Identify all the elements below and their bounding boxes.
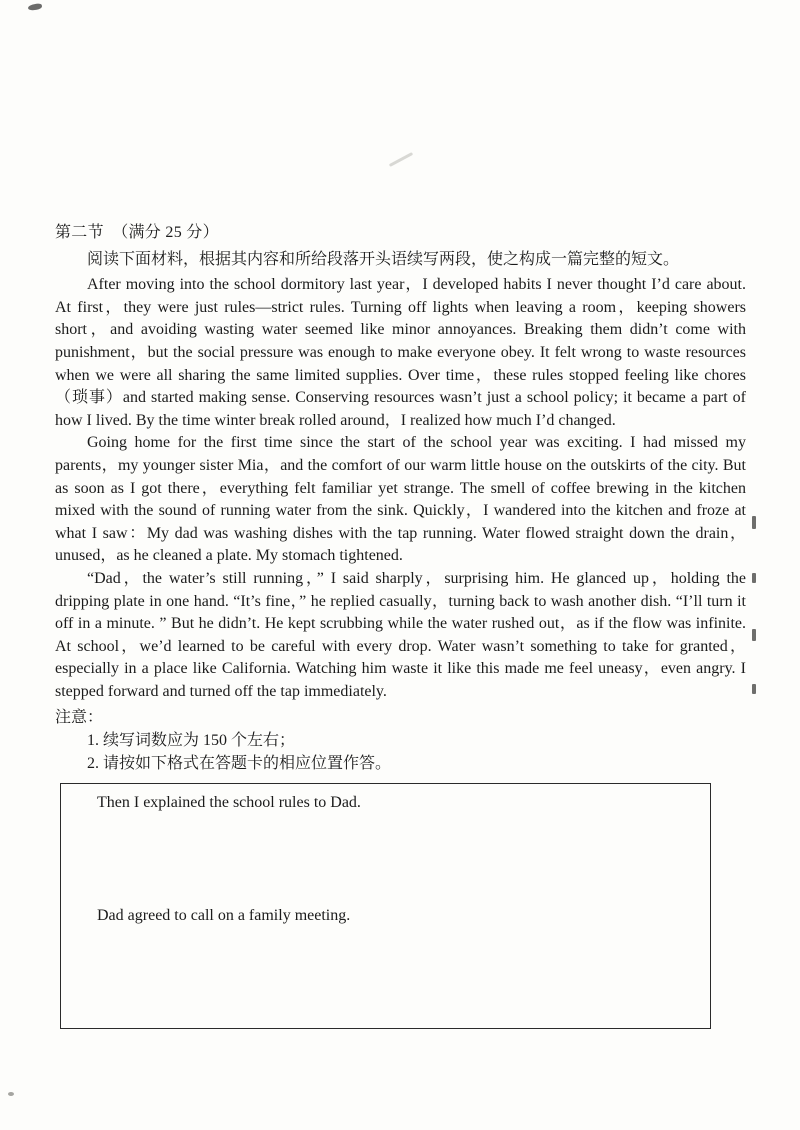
scan-artifact [389, 152, 413, 167]
passage-paragraph-1: After moving into the school dormitory last year，I developed habits I never thought I’d care about. At first，they were just rules—strict rules. Turning off lights when leaving a room，keeping showers short，and avoiding wasting water seemed like minor annoyances. Breaking them didn’t come with punishment，but the social pressure was enough to make everyone obey. It felt wrong to waste resources when we were all sharing the same limited supplies. Over time，these rules stopped feeling like chores（琐事）and started making sense. Conserving resources wasn’t just a school policy; it became a part of how I lived. By the time winter break rolled around，I realized how much I’d changed. [55, 276, 746, 429]
scan-artifact [752, 516, 756, 529]
scan-artifact [752, 684, 756, 694]
scan-artifact [28, 3, 43, 11]
exam-content [55, 222, 746, 1029]
note-item-2: 2. 请按如下格式在答题卡的相应位置作答。 [87, 754, 392, 772]
scan-artifact [8, 1092, 14, 1096]
section-heading: 第二节 （满分 25 分） [55, 224, 219, 241]
scan-artifact [752, 629, 756, 641]
notes-label: 注意： [55, 709, 104, 727]
passage-paragraph-3: “Dad，the water’s still running，” I said sharply，surprising him. He glanced up，holding the dripping plate in one hand. “It’s fine，” he replied casually，turning back to wash another dish. “I’ll turn it off in a minute. ” But he didn’t. He kept scrubbing while the water rushed out，as if the flow was infinite. At school，we’d learned to be careful with every drop. Water wasn’t something to take for granted，especially in a place like California. Watching him waste it like this made me feel uneasy，even angry. I stepped forward and turned off the tap immediately. [55, 569, 747, 700]
answer-opening-sentence-1: Then I explained the school rules to Dad. [97, 794, 361, 812]
task-instruction: 阅读下面材料，根据其内容和所给段落开头语续写两段，使之构成一篇完整的短文。 [87, 250, 680, 268]
passage-paragraph-2: Going home for the first time since the start of the school year was exciting. I had missed my parents，my younger sister Mia，and the comfort of our warm little house on the outskirts of the city. But as soon as I got there，everything felt familiar yet strange. The smell of coffee brewing in the kitchen mixed with the sound of running water from the sink. Quickly，I wandered into the kitchen and froze at what I saw：My dad was washing dishes with the tap running. Water flowed straight down the drain，unused，as he cleaned a plate. My stomach tightened. [55, 434, 746, 565]
answer-opening-sentence-2: Dad agreed to call on a family meeting. [97, 906, 351, 924]
note-item-1: 1. 续写词数应为 150 个左右； [87, 732, 296, 750]
scan-artifact [752, 573, 756, 583]
answer-box [60, 783, 711, 1029]
